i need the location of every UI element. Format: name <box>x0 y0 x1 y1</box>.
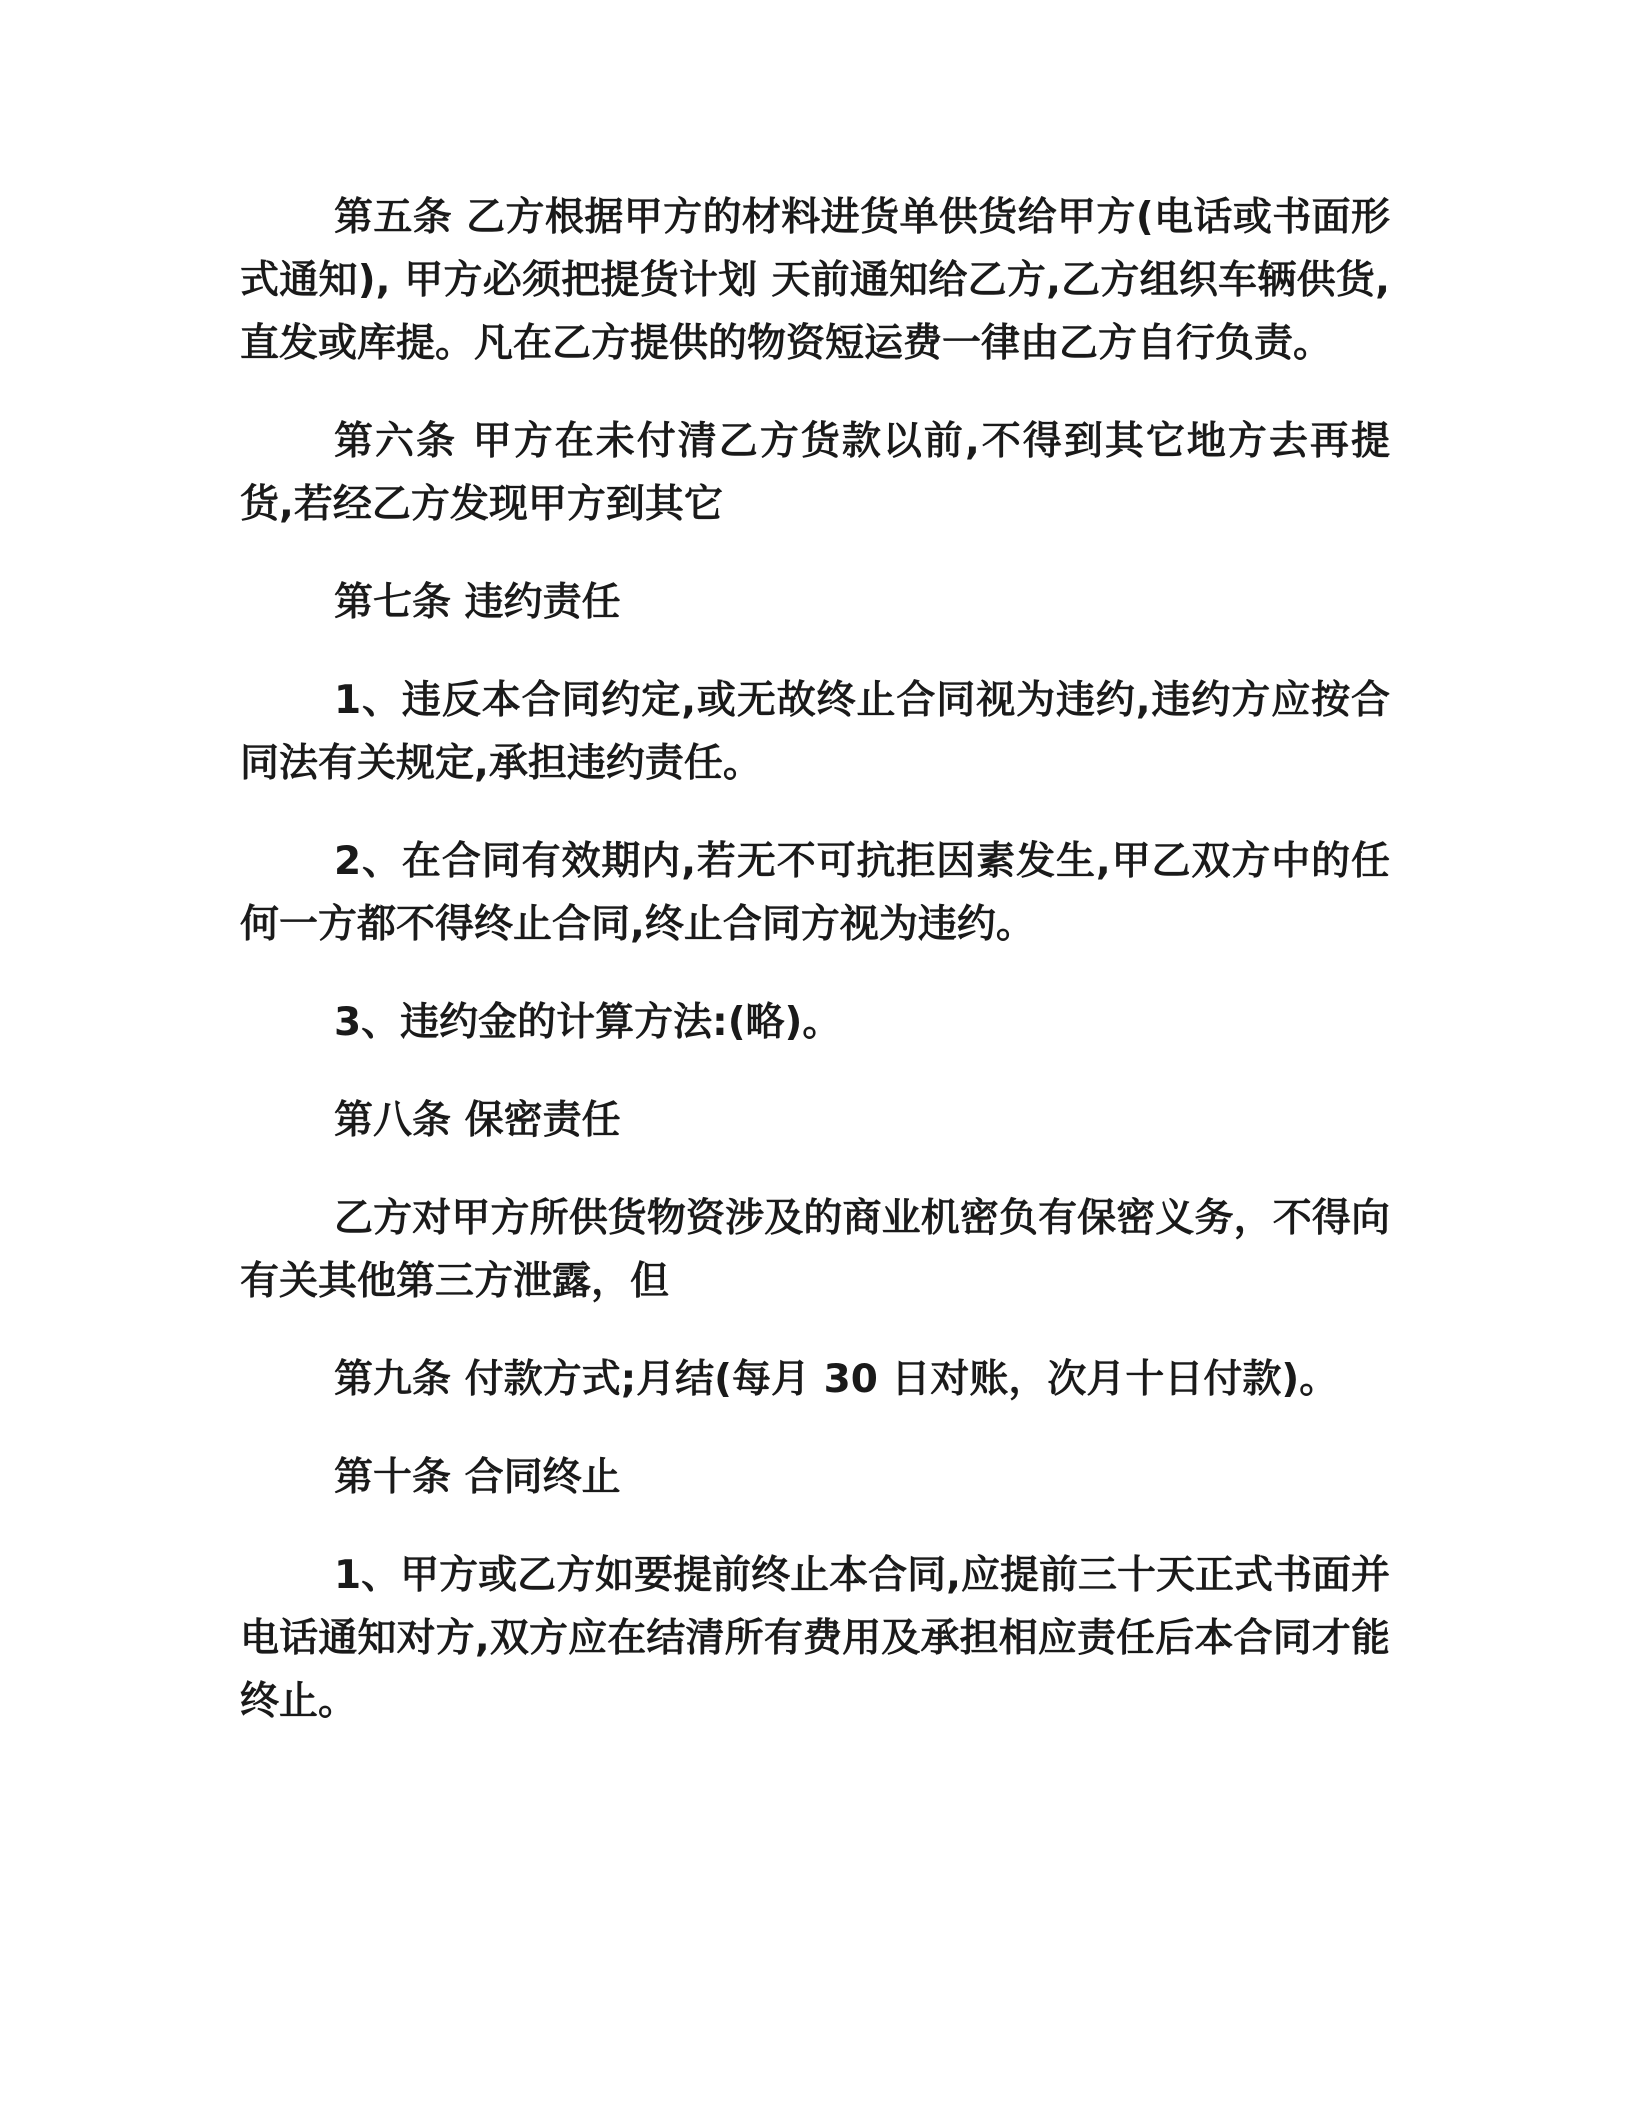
article-10-item-1: 1、甲方或乙方如要提前终止本合同,应提前三十天正式书面并电话通知对方,双方应在结清所有费用及承担相应责任后本合同才能终止。 <box>240 1553 1390 1724</box>
article-6-paragraph: 第六条 甲方在未付清乙方货款以前,不得到其它地方去再提货,若经乙方发现甲方到其它 <box>240 419 1390 527</box>
contract-body <box>240 186 1390 1768</box>
article-8-paragraph: 乙方对甲方所供货物资涉及的商业机密负有保密义务，不得向有关其他第三方泄露，但 <box>240 1196 1390 1304</box>
article-5-paragraph: 第五条 乙方根据甲方的材料进货单供货给甲方(电话或书面形式通知), 甲方必须把提货计划 天前通知给乙方,乙方组织车辆供货,直发或库提。凡在乙方提供的物资短运费一律由乙方自行负责。 <box>240 195 1390 366</box>
article-7-heading: 第七条 违约责任 <box>334 580 621 625</box>
article-7-item-1: 1、违反本合同约定,或无故终止合同视为违约,违约方应按合同法有关规定,承担违约责任。 <box>240 678 1390 786</box>
article-9-paragraph: 第九条 付款方式;月结(每月 30 日对账，次月十日付款)。 <box>334 1357 1339 1402</box>
article-10-heading: 第十条 合同终止 <box>334 1455 621 1500</box>
article-7-item-3: 3、违约金的计算方法:(略)。 <box>334 1000 842 1045</box>
article-8-heading: 第八条 保密责任 <box>334 1098 621 1143</box>
article-7-item-2: 2、在合同有效期内,若无不可抗拒因素发生,甲乙双方中的任何一方都不得终止合同,终止合同方视为违约。 <box>240 839 1390 947</box>
